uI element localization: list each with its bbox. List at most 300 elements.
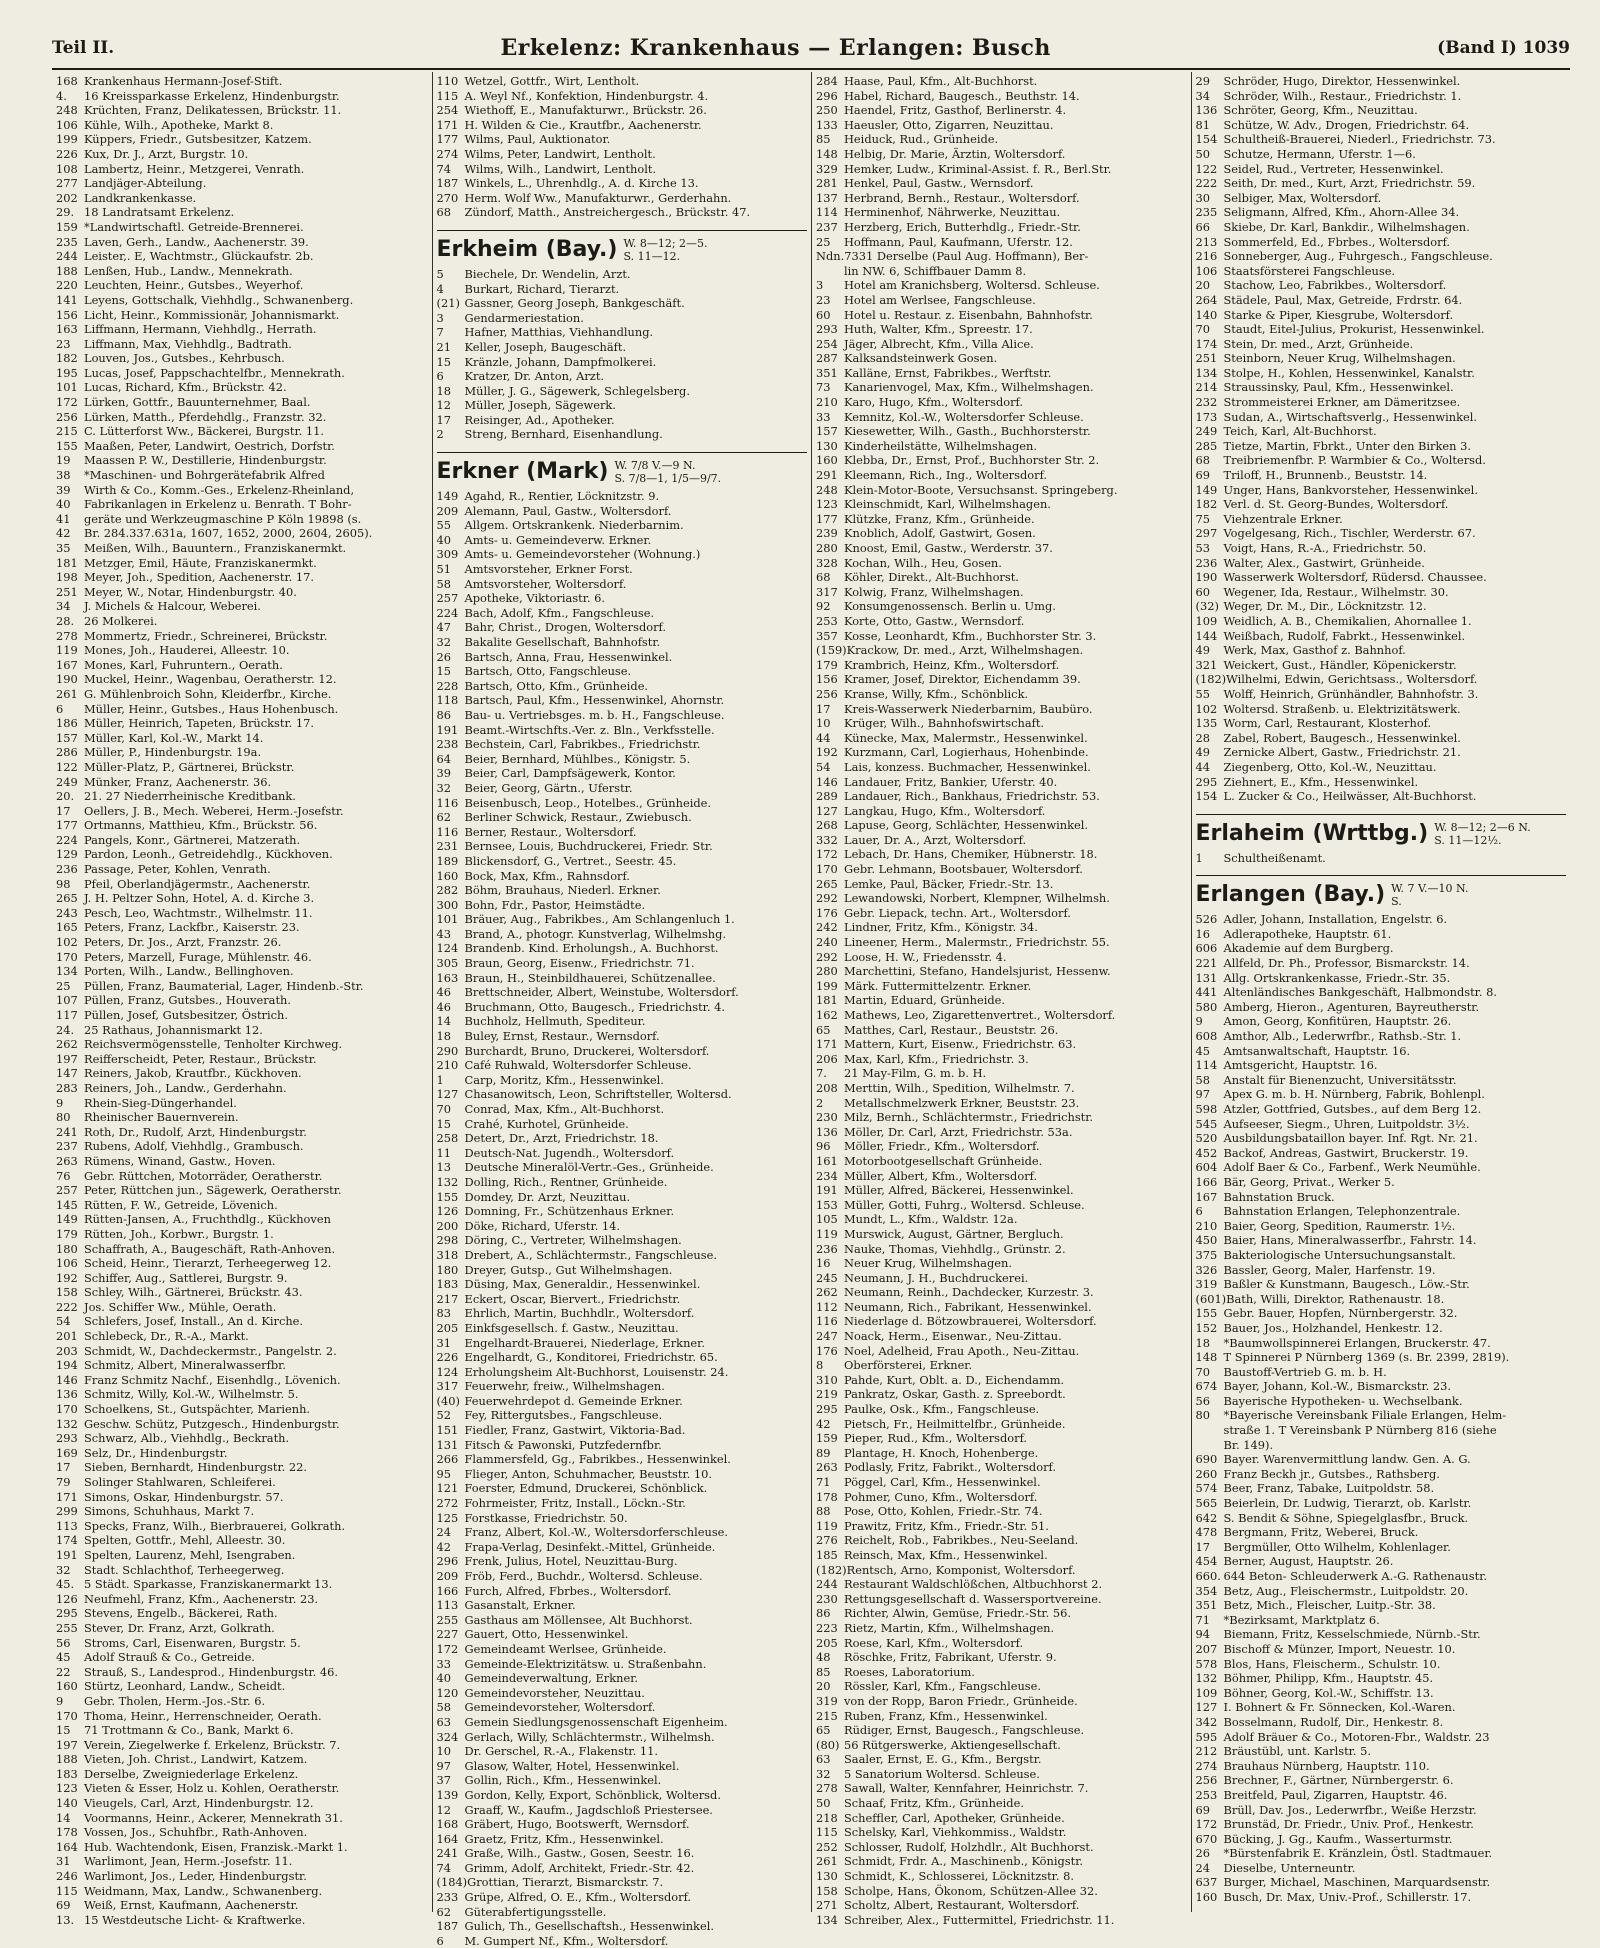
directory-entry (437, 1861, 808, 1876)
directory-entry (1196, 731, 1567, 746)
directory-entry (56, 775, 428, 790)
phone-number: 46 (436, 999, 451, 1014)
phone-number: 251 (1195, 351, 1218, 366)
directory-entry (1196, 1160, 1567, 1175)
phone-number: 151 (436, 1423, 459, 1438)
subscriber-name: Reiners, Joh., Landw., Gerderhahn. (84, 1080, 287, 1095)
subscriber-name: Werk, Max, Gasthof z. Bahnhof. (1223, 643, 1406, 658)
phone-number: 293 (816, 322, 838, 337)
subscriber-name: Berner, Restaur., Woltersdorf. (464, 824, 637, 839)
subscriber-name: Schmidt, Frdr. A., Maschinenb., Königstr. (844, 1854, 1084, 1869)
subscriber-name: Gebr. Rüttchen, Motorräder, Oeratherstr. (84, 1168, 323, 1183)
subscriber-name: Gebr. Bauer, Hopfen, Nürnbergerstr. 32. (1223, 1306, 1458, 1321)
phone-number: 38 (56, 468, 71, 483)
phone-number: 20. (56, 789, 75, 804)
phone-number: 2 (816, 1095, 824, 1110)
phone-number: 42 (56, 526, 71, 541)
directory-entry (437, 606, 808, 621)
phone-number: 197 (56, 1737, 78, 1752)
subscriber-name: Motorbootgesellschaft Grünheide. (844, 1153, 1043, 1168)
directory-entry (437, 369, 808, 384)
subscriber-name: Klebba, Dr., Ernst, Prof., Buchhorster Str. 2. (844, 453, 1100, 468)
phone-number: 88 (816, 1504, 831, 1519)
phone-number: 131 (436, 1437, 459, 1452)
subscriber-name: Reinsch, Max, Kfm., Hessenwinkel. (844, 1547, 1048, 1562)
subscriber-name: Vossen, Jos., Schuhfbr., Rath-Anhoven. (84, 1825, 308, 1840)
subscriber-name: Skiebe, Dr. Karl, Bankdir., Wilhelmshagen. (1223, 219, 1470, 234)
subscriber-name: Scholpe, Hans, Ökonom, Schützen-Allee 32. (844, 1883, 1098, 1898)
directory-entry (437, 1131, 808, 1146)
directory-entry (437, 1321, 808, 1336)
subscriber-name: Marchettini, Stefano, Handelsjurist, Hessenw. (844, 964, 1111, 979)
phone-number: 160 (1195, 1890, 1218, 1905)
subscriber-name: Herzberg, Erich, Butterhdlg., Friedr.-Str. (844, 219, 1081, 234)
phone-number: 197 (56, 1051, 78, 1066)
subscriber-name: Paulke, Osk., Kfm., Fangschleuse. (844, 1402, 1040, 1417)
phone-number: 89 (816, 1445, 831, 1460)
phone-number: 16 (1195, 926, 1210, 941)
subscriber-name: Adlerapotheke, Hauptstr. 61. (1223, 926, 1392, 941)
subscriber-name: Starke & Piper, Kiesgrube, Woltersdorf. (1223, 307, 1454, 322)
directory-entry (437, 118, 808, 133)
directory-entry (437, 282, 808, 297)
phone-number: 33 (436, 1656, 451, 1671)
phone-number: 149 (56, 1212, 78, 1227)
phone-number: 60 (1195, 584, 1210, 599)
directory-entry (437, 1730, 808, 1745)
directory-entry (56, 103, 428, 118)
subscriber-name: Berner, August, Hauptstr. 26. (1223, 1554, 1394, 1569)
subscriber-name: Haeusler, Otto, Zigarren, Neuzittau. (844, 117, 1054, 132)
directory-entry (437, 1554, 808, 1569)
directory-entry (1196, 1846, 1567, 1861)
subscriber-name: Flammersfeld, Gg., Fabrikbes., Hessenwinkel. (464, 1452, 731, 1467)
phone-number: 263 (56, 1153, 78, 1168)
directory-entry (437, 1014, 808, 1029)
subscriber-name: Döke, Richard, Uferstr. 14. (464, 1218, 621, 1233)
subscriber-name: Gemeindevorsteher, Neuzittau. (464, 1685, 645, 1700)
phone-number: 119 (56, 643, 78, 658)
subscriber-name: Strommeisterei Erkner, am Dämeritzsee. (1223, 395, 1461, 410)
subscriber-name: Noel, Adelheid, Frau Apoth., Neu-Zittau. (844, 1343, 1080, 1358)
directory-entry (56, 1314, 428, 1329)
phone-number: 257 (436, 591, 459, 606)
office-hours: W. 8—12; 2—5. S. 11—12. (623, 236, 708, 263)
subscriber-name: Domning, Fr., Schützenhaus Erkner. (464, 1204, 675, 1219)
phone-number: 256 (816, 686, 838, 701)
subscriber-name: Müller, Alfred, Bäckerei, Hessenwinkel. (844, 1183, 1074, 1198)
directory-entry (437, 1540, 808, 1555)
subscriber-name: Hotel am Werlsee, Fangschleuse. (844, 292, 1036, 307)
phone-number: 160 (436, 868, 459, 883)
subscriber-name: Bartsch, Otto, Kfm., Grünheide. (464, 678, 649, 693)
phone-number: 185 (816, 1547, 838, 1562)
directory-entry (1196, 1700, 1567, 1715)
phone-number: 80 (1195, 1408, 1210, 1423)
directory-entry (1196, 1817, 1567, 1832)
subscriber-name: Reisinger, Ad., Apotheker. (464, 412, 615, 427)
phone-number: 478 (1195, 1525, 1218, 1540)
phone-number: 56 (56, 1635, 71, 1650)
subscriber-name: Gordon, Kelly, Export, Schönblick, Woltersd. (464, 1787, 721, 1802)
subscriber-name: Kurzmann, Carl, Logierhaus, Hohenbinde. (844, 745, 1089, 760)
subscriber-name: Burkart, Richard, Tierarzt. (464, 281, 620, 296)
phone-number: 16 (816, 1256, 831, 1271)
directory-entry (816, 366, 1187, 381)
phone-number: 187 (436, 1919, 459, 1934)
subscriber-name: *Bezirksamt, Marktplatz 6. (1223, 1612, 1380, 1627)
phone-number: 70 (1195, 322, 1210, 337)
phone-number: 63 (816, 1752, 831, 1767)
directory-entry (816, 1913, 1187, 1928)
directory-entry (1196, 264, 1567, 279)
directory-entry (437, 1204, 808, 1219)
subscriber-name: Amtsanwaltschaft, Hauptstr. 16. (1223, 1043, 1411, 1058)
subscriber-name: Allg. Ortskrankenkasse, Friedr.-Str. 35. (1223, 970, 1451, 985)
phone-number: 124 (436, 941, 459, 956)
subscriber-name: Deutsche Mineralöl-Vertr.-Ges., Grünheide. (464, 1160, 714, 1175)
directory-entry (437, 1657, 808, 1672)
subscriber-name: Müller, Heinr., Gutsbes., Haus Hohenbusch. (84, 701, 339, 716)
subscriber-name: Noack, Herm., Eisenwar., Neu-Zittau. (844, 1329, 1062, 1344)
subscriber-name: Vieten, Joh. Christ., Landwirt, Katzem. (84, 1752, 308, 1767)
subscriber-name: Grottian, Tierarzt, Bismarckstr. 7. (467, 1875, 664, 1890)
phone-number: 25 (816, 234, 831, 249)
directory-entry (437, 796, 808, 811)
phone-number: 295 (816, 1402, 838, 1417)
directory-entry (1196, 1204, 1567, 1219)
subscriber-name: Kränzle, Johann, Dampfmolkerei. (464, 354, 657, 369)
phone-number: 578 (1195, 1656, 1218, 1671)
directory-entry (56, 1008, 428, 1023)
phone-number: 28. (56, 613, 75, 628)
directory-entry (56, 1548, 428, 1563)
directory-entry (816, 906, 1187, 921)
directory-entry (56, 1752, 428, 1767)
phone-number: 260 (1195, 1466, 1218, 1481)
subscriber-name: *Baumwollspinnerei Erlangen, Bruckerstr. 47. (1223, 1335, 1491, 1350)
directory-entry (1196, 1715, 1567, 1730)
directory-entry (1196, 1554, 1567, 1569)
phone-number: 39 (436, 766, 451, 781)
directory-entry (437, 1146, 808, 1161)
phone-number: 188 (56, 263, 78, 278)
phone-number: 256 (56, 409, 78, 424)
phone-number: 116 (816, 1314, 838, 1329)
phone-number: 219 (816, 1387, 838, 1402)
directory-entry (437, 518, 808, 533)
directory-entry (816, 804, 1187, 819)
phone-number: 174 (1195, 336, 1218, 351)
subscriber-name: Franz Beckh jr., Gutsbes., Rathsberg. (1223, 1466, 1440, 1481)
directory-entry (56, 1796, 428, 1811)
directory-entry (437, 74, 808, 89)
subscriber-name: Crahé, Kurhotel, Grünheide. (464, 1116, 629, 1131)
phone-number: 159 (816, 1431, 838, 1446)
directory-entry (1196, 1379, 1567, 1394)
town-name: Erlangen (Bay.) (1195, 882, 1386, 908)
subscriber-name: Furch, Alfred, Fbrbes., Woltersdorf. (464, 1583, 672, 1598)
subscriber-name: Fabrikanlagen in Erkelenz u. Benrath. T Bohr- (84, 497, 352, 512)
subscriber-name: Herminenhof, Nährwerke, Neuzittau. (844, 205, 1061, 220)
directory-entry (56, 380, 428, 395)
directory-entry (56, 483, 428, 498)
phone-number: 182 (1195, 497, 1218, 512)
directory-entry (1196, 672, 1567, 687)
directory-entry (816, 337, 1187, 352)
subscriber-name: Apotheke, Viktoriastr. 6. (464, 591, 606, 606)
directory-entry (437, 825, 808, 840)
subscriber-name: Püllen, Franz, Baumaterial, Lager, Hindenb.-Str. (84, 978, 364, 993)
directory-entry (1196, 1803, 1567, 1818)
phone-number: 106 (56, 1256, 78, 1271)
phone-number: 291 (816, 468, 838, 483)
directory-entry (56, 162, 428, 177)
subscriber-name: Henkel, Paul, Gastw., Wernsdorf. (844, 176, 1034, 191)
directory-entry (1196, 1613, 1567, 1628)
directory-entry (56, 1621, 428, 1636)
subscriber-name: Backof, Andreas, Gastwirt, Bruckerstr. 19. (1223, 1145, 1469, 1160)
subscriber-name: Münker, Franz, Aachenerstr. 36. (84, 774, 272, 789)
directory-entry (437, 398, 808, 413)
directory-entry (1196, 614, 1567, 629)
subscriber-name: Neumann, Rich., Fabrikant, Hessenwinkel. (844, 1299, 1092, 1314)
directory-entry (1196, 468, 1567, 483)
phone-number: 192 (56, 1270, 78, 1285)
phone-number: 115 (56, 1883, 78, 1898)
subscriber-name: Weißbach, Rudolf, Fabrkt., Hessenwinkel. (1223, 628, 1466, 643)
directory-entry (437, 927, 808, 942)
subscriber-name: Fitsch & Pawonski, Putzfedernfbr. (464, 1437, 662, 1452)
subscriber-name: Agahd, R., Rentier, Löcknitzstr. 9. (464, 489, 660, 504)
directory-entry (1196, 1306, 1567, 1321)
phone-number: 637 (1195, 1875, 1218, 1890)
phone-number: 642 (1195, 1510, 1218, 1525)
directory-entry (437, 296, 808, 311)
phone-number: 253 (816, 613, 838, 628)
directory-entry (56, 1387, 428, 1402)
phone-number: 234 (816, 1168, 838, 1183)
directory-entry (1196, 191, 1567, 206)
directory-entry (1196, 351, 1567, 366)
directory-entry (56, 745, 428, 760)
subscriber-name: Schoelkens, St., Gutspächter, Marienh. (84, 1402, 311, 1417)
subscriber-name: Carp, Moritz, Kfm., Hessenwinkel. (464, 1072, 664, 1087)
subscriber-name: Müller, Joseph, Sägewerk. (464, 398, 616, 413)
subscriber-name: Neumann, J. H., Buchdruckerei. (844, 1270, 1029, 1285)
phone-number: 295 (56, 1606, 78, 1621)
directory-entry (816, 614, 1187, 629)
subscriber-name: Bayer. Warenvermittlung landw. Gen. A. G. (1223, 1452, 1471, 1467)
subscriber-name: Pahde, Kurt, Oblt. a. D., Eichendamm. (844, 1372, 1065, 1387)
subscriber-name: Mathews, Leo, Zigarettenvertret., Woltersdorf. (844, 1008, 1116, 1022)
directory-entry (1196, 1540, 1567, 1555)
phone-number: 123 (56, 1781, 78, 1796)
directory-entry (437, 869, 808, 884)
directory-entry (1196, 1627, 1567, 1642)
phone-number: 76 (56, 1168, 71, 1183)
directory-entry (1196, 337, 1567, 352)
directory-entry (56, 1606, 428, 1621)
phone-number: 4. (56, 88, 67, 103)
phone-number: 293 (56, 1431, 78, 1446)
directory-entry (816, 205, 1187, 220)
subscriber-name: Gemeindeamt Werlsee, Grünheide. (464, 1641, 667, 1656)
phone-number: 14 (436, 1014, 451, 1029)
subscriber-name: Klützke, Franz, Kfm., Grünheide. (844, 511, 1035, 526)
subscriber-name: 26 Molkerei. (84, 613, 158, 628)
subscriber-name: Möller, Friedr., Kfm., Woltersdorf. (844, 1139, 1040, 1154)
subscriber-name: Landjäger-Abteilung. (84, 176, 207, 191)
directory-entry (437, 132, 808, 147)
subscriber-name: Brand, A., photogr. Kunstverlag, Wilhelmshg. (464, 926, 727, 941)
directory-entry (56, 1898, 428, 1913)
phone-number: 137 (816, 190, 838, 205)
phone-number: 32 (436, 635, 451, 649)
directory-entry (1196, 1000, 1567, 1015)
phone-number: 74 (436, 1860, 451, 1875)
subscriber-name: Pohmer, Cuno, Kfm., Woltersdorf. (844, 1489, 1038, 1504)
directory-entry (1196, 629, 1567, 644)
directory-entry (816, 1227, 1187, 1242)
subscriber-name: Dr. Gerschel, R.-A., Flakenstr. 11. (464, 1744, 658, 1759)
phone-number: 115 (436, 88, 459, 103)
phone-number: 241 (436, 1846, 459, 1861)
directory-entry (1196, 249, 1567, 264)
subscriber-name: 16 Kreissparkasse Erkelenz, Hindenburgstr. (84, 88, 340, 103)
phone-number: 3 (816, 278, 824, 293)
phone-number: 285 (1195, 438, 1218, 453)
phone-number: 289 (816, 789, 838, 804)
directory-entry (437, 355, 808, 370)
phone-number: 44 (816, 730, 831, 745)
directory-entry (437, 898, 808, 913)
directory-entry (437, 1292, 808, 1307)
phone-number: 49 (1195, 643, 1210, 658)
subscriber-name: Weger, Dr. M., Dir., Löcknitzstr. 12. (1223, 599, 1427, 614)
subscriber-name: Bahnstation Bruck. (1223, 1189, 1335, 1204)
phone-number: 253 (1195, 1787, 1218, 1802)
phone-number: 129 (56, 847, 78, 862)
phone-number: 240 (816, 935, 838, 950)
directory-entry (56, 1446, 428, 1461)
directory-entry (56, 512, 428, 527)
part-label: Teil II. (52, 38, 115, 58)
subscriber-name: Mones, Karl, Fuhruntern., Oerath. (84, 657, 283, 672)
subscriber-name: Grimm, Adolf, Architekt, Friedr.-Str. 42. (464, 1860, 695, 1875)
phone-number: 4 (436, 281, 444, 296)
phone-number: 172 (816, 847, 838, 862)
directory-entry (816, 1504, 1187, 1519)
directory-entry (437, 1875, 808, 1890)
phone-number: 254 (816, 336, 838, 351)
directory-entry (1196, 1569, 1567, 1584)
subscriber-name: Schultheiß-Brauerei, Niederl., Friedrichstr. 73. (1223, 132, 1496, 147)
directory-entry (437, 1190, 808, 1205)
subscriber-name: 56 Rütgerswerke, Aktiengesellschaft. (844, 1737, 1061, 1752)
phone-number: 31 (436, 1335, 451, 1350)
subscriber-name: Bohn, Fdr., Pastor, Heimstädte. (464, 897, 646, 912)
directory-entry (816, 1402, 1187, 1417)
subscriber-name: Gemeinde-Elektrizitätsw. u. Straßenbahn. (464, 1656, 707, 1671)
subscriber-name: Stürtz, Leonhard, Landw., Scheidt. (84, 1679, 286, 1694)
subscriber-name: Sawall, Walter, Kennfahrer, Heinrichstr. 7. (844, 1781, 1089, 1796)
directory-entry (1196, 658, 1567, 673)
subscriber-name: Pose, Otto, Kohlen, Friedr.-Str. 74. (844, 1504, 1043, 1519)
directory-entry (437, 489, 808, 504)
directory-entry (816, 847, 1187, 862)
subscriber-name: Küppers, Friedr., Gutsbesitzer, Katzem. (84, 132, 312, 147)
phone-number: 154 (1195, 789, 1218, 804)
phone-number: 21 (436, 339, 451, 354)
directory-entry (816, 1139, 1187, 1154)
subscriber-name: Rhein-Sieg-Düngerhandel. (84, 1095, 237, 1110)
subscriber-name: Roese, Karl, Kfm., Woltersdorf. (844, 1635, 1024, 1650)
subscriber-name: H. Wilden & Cie., Krautfbr., Aachenerstr. (464, 117, 702, 132)
phone-number: 113 (56, 1518, 78, 1533)
phone-number: 15 (436, 354, 451, 369)
town-name: Erkner (Mark) (436, 459, 609, 485)
subscriber-name: 21. 27 Niederrheinische Kreditbank. (84, 789, 296, 804)
directory-entry (437, 912, 808, 927)
subscriber-name: Wolff, Heinrich, Grünhändler, Bahnhofstr. 3. (1223, 686, 1479, 701)
directory-entry (1196, 1102, 1567, 1117)
phone-number: 251 (56, 584, 78, 599)
directory-entry (56, 716, 428, 731)
subscriber-name: Pardon, Leonh., Getreidehdlg., Kückhoven. (84, 847, 333, 862)
phone-number: 223 (816, 1620, 838, 1635)
phone-number: 62 (436, 1904, 451, 1919)
subscriber-name: Nauke, Thomas, Viehhdlg., Grünstr. 2. (844, 1241, 1066, 1256)
subscriber-name: Karo, Hugo, Kfm., Woltersdorf. (844, 395, 1023, 410)
phone-number: 114 (816, 205, 838, 220)
subscriber-name: Alemann, Paul, Gastw., Woltersdorf. (464, 503, 672, 518)
directory-entry (437, 1642, 808, 1657)
subscriber-name: Passage, Peter, Kohlen, Venrath. (84, 862, 271, 877)
directory-entry (1196, 424, 1567, 439)
directory-entry (437, 562, 808, 577)
subscriber-name: Zündorf, Matth., Anstreichergesch., Brückstr. 47. (464, 205, 751, 220)
directory-entry (56, 847, 428, 862)
subscriber-name: Verein, Ziegelwerke f. Erkelenz, Brückstr. 7. (84, 1737, 341, 1752)
phone-number: 65 (816, 1723, 831, 1738)
subscriber-name: Brechner, F., Gärtner, Nürnbergerstr. 6. (1223, 1773, 1454, 1788)
phone-number: 64 (436, 751, 451, 766)
phone-number: 50 (1195, 146, 1210, 161)
phone-number: 148 (816, 146, 838, 161)
directory-entry (437, 325, 808, 340)
subscriber-name: Buley, Ernst, Restaur., Wernsdorf. (464, 1029, 660, 1044)
phone-number: 351 (1195, 1598, 1218, 1613)
directory-entry (1196, 103, 1567, 118)
directory-entry (1196, 687, 1567, 702)
directory-entry (816, 497, 1187, 512)
subscriber-name: Verl. d. St. Georg-Bundes, Woltersdorf. (1223, 497, 1449, 512)
subscriber-name: Künecke, Max, Malermstr., Hessenwinkel. (844, 730, 1088, 745)
subscriber-name: Streng, Bernhard, Eisenhandlung. (464, 427, 663, 442)
subscriber-name: Solinger Stahlwaren, Schleiferei. (84, 1475, 276, 1489)
phone-number: 109 (1195, 613, 1218, 628)
subscriber-name: Maaßen, Peter, Landwirt, Oestrich, Dorfstr. (84, 438, 335, 453)
directory-entry (437, 1759, 808, 1774)
phone-number: 181 (56, 555, 78, 570)
subscriber-name: Schaaf, Fritz, Kfm., Grünheide. (844, 1796, 1024, 1811)
directory-entry (56, 1373, 428, 1388)
subscriber-name: Püllen, Josef, Gutsbesitzer, Östrich. (84, 1008, 288, 1022)
directory-entry (56, 1402, 428, 1417)
subscriber-name: Bergmann, Fritz, Weberei, Bruck. (1223, 1525, 1419, 1540)
directory-entry (816, 891, 1187, 906)
